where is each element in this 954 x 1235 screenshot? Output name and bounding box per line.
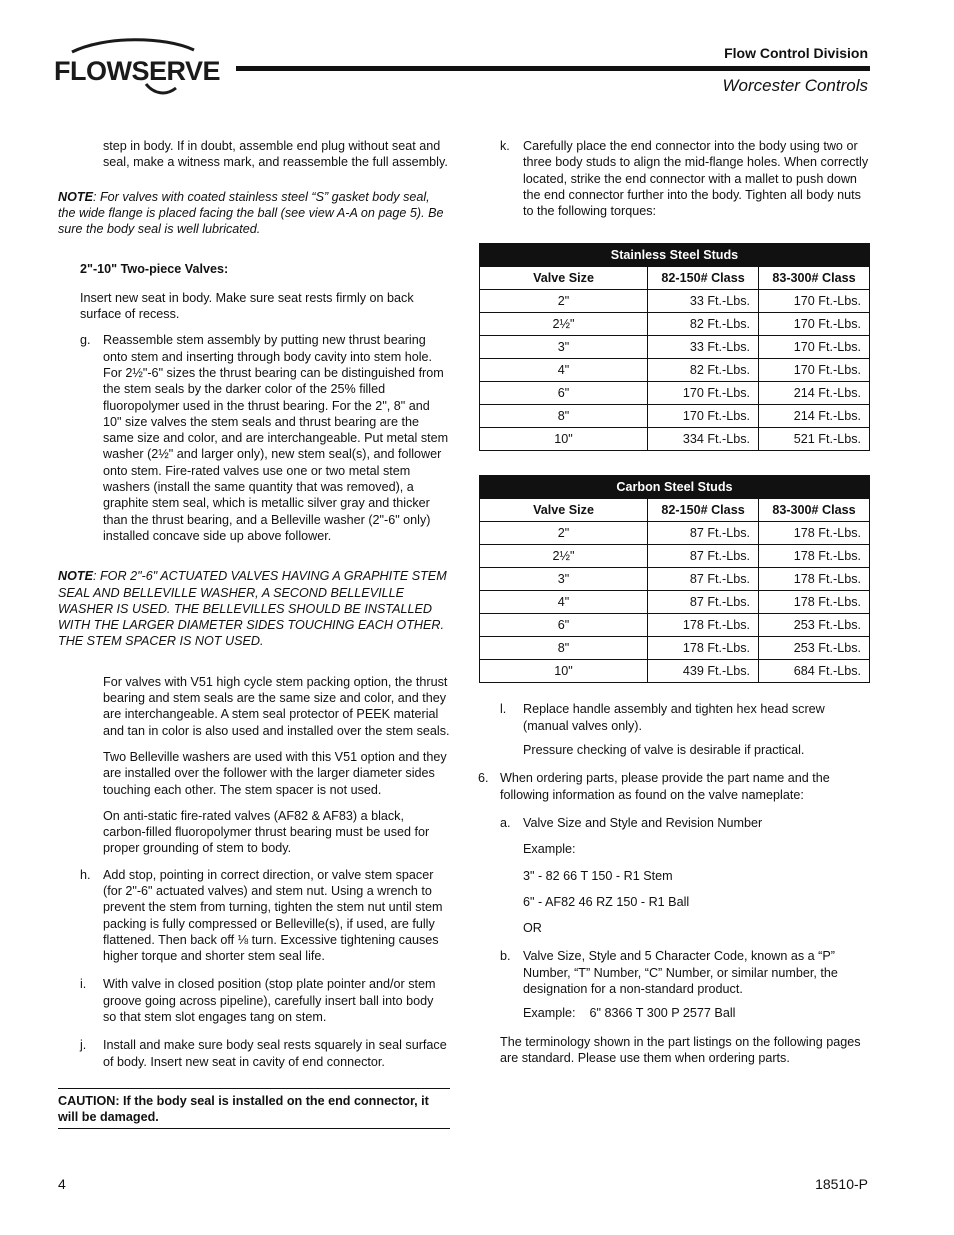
division-title: Flow Control Division bbox=[724, 45, 868, 61]
document-number: 18510-P bbox=[815, 1176, 868, 1192]
torque-cell: 33 Ft.-Lbs. bbox=[648, 336, 759, 359]
step-a bbox=[500, 815, 870, 831]
table-row bbox=[480, 545, 870, 568]
step-b bbox=[500, 948, 870, 997]
step-j bbox=[80, 1037, 450, 1070]
step-label: a. bbox=[500, 815, 511, 830]
note-label: NOTE bbox=[58, 569, 93, 584]
step-label: b. bbox=[500, 949, 511, 964]
logo-wordmark: FLOWSERVE bbox=[54, 56, 221, 86]
step-g bbox=[80, 332, 450, 544]
section-subhead: 2"-10" Two-piece Valves: bbox=[80, 262, 229, 277]
page-number: 4 bbox=[58, 1176, 66, 1192]
step-label: k. bbox=[500, 139, 510, 153]
step-h bbox=[80, 867, 450, 965]
torque-cell: 178 Ft.-Lbs. bbox=[759, 522, 870, 545]
table-row bbox=[480, 568, 870, 591]
column-header: 82-150# Class bbox=[648, 267, 759, 290]
step-i bbox=[80, 976, 450, 1025]
step-text: Add stop, pointing in correct direction, or valve stem spacer (for 2"-6" actuated valves) and stem nut. Using a wrench to prevent the stem from turning, tighten the stem nut until stem packing is fully compressed or Belleville(s), if used, are fully flattened. Then back off ⅛ turn. Excessive tightening causes higher torque and shorter stem seal life. bbox=[103, 867, 443, 964]
example-b-label: Example: bbox=[523, 1006, 576, 1021]
valve-size-cell: 8" bbox=[480, 405, 648, 428]
torque-cell: 87 Ft.-Lbs. bbox=[648, 591, 759, 614]
column-header: 83-300# Class bbox=[759, 267, 870, 290]
valve-size-cell: 6" bbox=[480, 382, 648, 405]
column-header: 82-150# Class bbox=[648, 499, 759, 522]
right-column bbox=[478, 138, 870, 1066]
step-6 bbox=[478, 770, 870, 803]
or-text: OR bbox=[523, 921, 542, 936]
step-text: With valve in closed position (stop plate pointer and/or stem groove going across pipeline), carefully insert ball into body so that stem slot engages tang on stem. bbox=[103, 977, 436, 1025]
header-rule bbox=[236, 66, 870, 71]
torque-cell: 170 Ft.-Lbs. bbox=[648, 405, 759, 428]
column-header: 83-300# Class bbox=[759, 499, 870, 522]
step-l bbox=[500, 701, 870, 734]
table-row bbox=[480, 336, 870, 359]
valve-size-cell: 2" bbox=[480, 290, 648, 313]
table-caption: Stainless Steel Studs bbox=[480, 244, 870, 267]
step-text: Reassemble stem assembly by putting new thrust bearing onto stem and inserting through body cavity into stem hole. For 2½"-6" sizes the thrust bearing can be distinguished from the stem seals by the darker color of the 25% filled fluoropolymer used in the thrust bearing. For the 2", 8" and 10" size valves the stem seals and thrust bearing are the same size and color, and are interchangeable. Put metal stem washer (2½" and larger only), new stem seal(s), and follower onto stem. Fire-rated valves use one or two metal stem washers (install the same quantity that was removed), a graphite stem seal, which is metallic silver gray and thicker than the thrust bearing, and a Belleville washer (2"-6" only) installed concave side up above follower. bbox=[103, 333, 449, 543]
torque-cell: 214 Ft.-Lbs. bbox=[759, 382, 870, 405]
example-b-value: 6" 8366 T 300 P 2577 Ball bbox=[589, 1006, 736, 1021]
torque-cell: 170 Ft.-Lbs. bbox=[648, 382, 759, 405]
torque-cell: 170 Ft.-Lbs. bbox=[759, 290, 870, 313]
torque-cell: 170 Ft.-Lbs. bbox=[759, 359, 870, 382]
step-text: Replace handle assembly and tighten hex head screw (manual valves only). bbox=[523, 702, 825, 733]
valve-size-cell: 4" bbox=[480, 359, 648, 382]
valve-size-cell: 3" bbox=[480, 568, 648, 591]
torque-cell: 178 Ft.-Lbs. bbox=[759, 545, 870, 568]
left-column bbox=[58, 138, 450, 1129]
torque-cell: 87 Ft.-Lbs. bbox=[648, 522, 759, 545]
torque-cell: 82 Ft.-Lbs. bbox=[648, 359, 759, 382]
table-row bbox=[480, 637, 870, 660]
torque-cell: 521 Ft.-Lbs. bbox=[759, 428, 870, 451]
flowserve-logo bbox=[54, 38, 219, 100]
step-continuation: step in body. If in doubt, assemble end plug without seat and seal, make a witness mark, and reassemble the full assembly. bbox=[103, 139, 448, 170]
v51-paragraph: For valves with V51 high cycle stem packing option, the thrust bearing and stem seals are the same size and color, and they are interchangeable. A stem seal protector of PEEK material and tan in color is also used and installed over the stem seals. bbox=[103, 674, 450, 738]
valve-size-cell: 2½" bbox=[480, 545, 648, 568]
torque-cell: 170 Ft.-Lbs. bbox=[759, 336, 870, 359]
valve-size-cell: 4" bbox=[480, 591, 648, 614]
note-gasket bbox=[58, 189, 450, 238]
step-label: 6. bbox=[478, 771, 489, 786]
note-belleville bbox=[58, 568, 450, 649]
torque-table-stainless bbox=[479, 243, 870, 451]
antistatic-paragraph: On anti-static fire-rated valves (AF82 & AF83) a black, carbon-filled fluoropolymer thrust bearing must be used for proper grounding of stem to body. bbox=[103, 808, 430, 856]
valve-size-cell: 6" bbox=[480, 614, 648, 637]
step-label: g. bbox=[80, 333, 91, 348]
valve-size-cell: 2½" bbox=[480, 313, 648, 336]
torque-cell: 253 Ft.-Lbs. bbox=[759, 614, 870, 637]
torque-cell: 170 Ft.-Lbs. bbox=[759, 313, 870, 336]
step-text: Valve Size, Style and 5 Character Code, known as a “P” Number, “T” Number, “C” Number, or similar number, the designation for a non-standard product. bbox=[523, 949, 838, 997]
torque-cell: 178 Ft.-Lbs. bbox=[759, 568, 870, 591]
table-row bbox=[480, 614, 870, 637]
step-text: When ordering parts, please provide the part name and the following information as found on the valve nameplate: bbox=[500, 771, 830, 802]
step-label: i. bbox=[80, 977, 87, 992]
table-row bbox=[480, 359, 870, 382]
valve-size-cell: 2" bbox=[480, 522, 648, 545]
torque-cell: 684 Ft.-Lbs. bbox=[759, 660, 870, 683]
torque-table-carbon bbox=[479, 475, 870, 683]
valve-size-cell: 3" bbox=[480, 336, 648, 359]
division-subtitle: Worcester Controls bbox=[722, 76, 868, 95]
step-label: h. bbox=[80, 867, 91, 882]
torque-cell: 334 Ft.-Lbs. bbox=[648, 428, 759, 451]
step-label: j. bbox=[80, 1038, 87, 1053]
torque-cell: 178 Ft.-Lbs. bbox=[759, 591, 870, 614]
torque-cell: 253 Ft.-Lbs. bbox=[759, 637, 870, 660]
column-header: Valve Size bbox=[480, 499, 648, 522]
step-text: Carefully place the end connector into the body using two or three body studs to align the mid-flange holes. When correctly located, strike the end connector with a mallet to push down the end connector further into the body. Tighten all body nuts to the following torques: bbox=[523, 139, 869, 219]
caution-box: CAUTION: If the body seal is installed on the end connector, it will be damaged. bbox=[58, 1088, 450, 1129]
v51-belleville-paragraph: Two Belleville washers are used with this V51 option and they are installed over the follower with the larger diameter sides touching each other. The stem spacer is not used. bbox=[103, 749, 447, 797]
table-row bbox=[480, 660, 870, 683]
torque-cell: 214 Ft.-Lbs. bbox=[759, 405, 870, 428]
torque-cell: 82 Ft.-Lbs. bbox=[648, 313, 759, 336]
table-row bbox=[480, 428, 870, 451]
torque-cell: 439 Ft.-Lbs. bbox=[648, 660, 759, 683]
column-header: Valve Size bbox=[480, 267, 648, 290]
table-row bbox=[480, 591, 870, 614]
valve-size-cell: 10" bbox=[480, 660, 648, 683]
step-k bbox=[500, 138, 870, 219]
table-row bbox=[480, 405, 870, 428]
table-row bbox=[480, 313, 870, 336]
step-text: Install and make sure body seal rests squarely in seal surface of body. Insert new seat in cavity of end connector. bbox=[103, 1038, 447, 1069]
example-b bbox=[523, 1005, 870, 1021]
note-label: NOTE bbox=[58, 189, 93, 204]
table-row bbox=[480, 290, 870, 313]
note-text: : For valves with coated stainless steel “S” gasket body seal, the wide flange is placed facing the ball (see view A-A on page 5). Be sure the body seal is well lubricated. bbox=[58, 189, 444, 237]
step-label: l. bbox=[500, 702, 507, 717]
terminology-text: The terminology shown in the part listings on the following pages are standard. Please use them when ordering parts. bbox=[500, 1034, 861, 1065]
torque-cell: 178 Ft.-Lbs. bbox=[648, 637, 759, 660]
pressure-check-text: Pressure checking of valve is desirable if practical. bbox=[523, 743, 805, 758]
example-stem: 3" - 82 66 T 150 - R1 Stem bbox=[523, 868, 673, 883]
insert-seat-text: Insert new seat in body. Make sure seat rests firmly on back surface of recess. bbox=[80, 290, 414, 322]
example-ball: 6" - AF82 46 RZ 150 - R1 Ball bbox=[523, 894, 690, 909]
torque-cell: 87 Ft.-Lbs. bbox=[648, 568, 759, 591]
table-row bbox=[480, 522, 870, 545]
valve-size-cell: 10" bbox=[480, 428, 648, 451]
torque-cell: 33 Ft.-Lbs. bbox=[648, 290, 759, 313]
valve-size-cell: 8" bbox=[480, 637, 648, 660]
note-text: : FOR 2"-6" ACTUATED VALVES HAVING A GRAPHITE STEM SEAL AND BELLEVILLE WASHER, A SECOND BELLEVILLE WASHER IS USED. THE BELLEVILLES SHOULD BE INSTALLED WITH THE LARGER DIAMETER SIDES TOUCHING EACH OTHER. THE STEM SPACER IS NOT USED. bbox=[58, 569, 447, 649]
table-caption: Carbon Steel Studs bbox=[480, 476, 870, 499]
step-text: Valve Size and Style and Revision Number bbox=[523, 815, 763, 830]
example-label: Example: bbox=[523, 842, 576, 857]
torque-cell: 87 Ft.-Lbs. bbox=[648, 545, 759, 568]
table-row bbox=[480, 382, 870, 405]
torque-cell: 178 Ft.-Lbs. bbox=[648, 614, 759, 637]
